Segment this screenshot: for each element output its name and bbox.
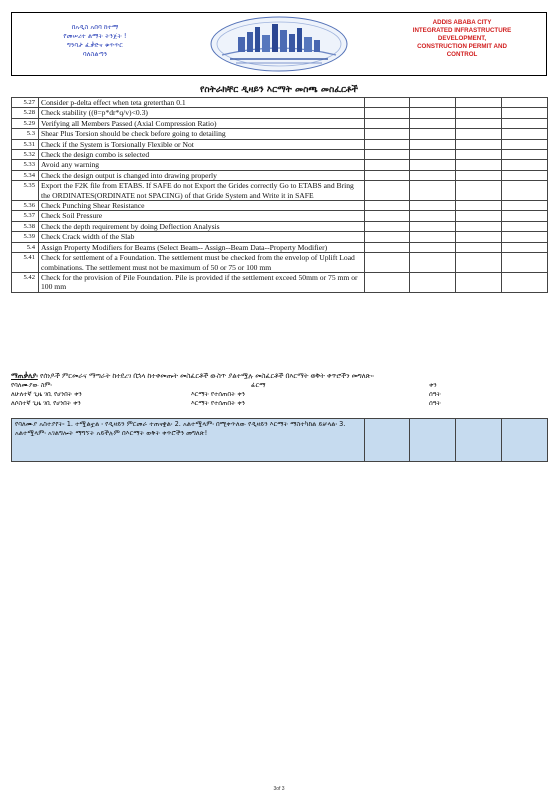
checklist-row	[12, 211, 548, 221]
header-amharic-authority	[30, 23, 160, 59]
item-description: Check stability ((θ=p*dr*q/v)<0.3)	[39, 108, 365, 118]
checklist-row	[12, 160, 548, 170]
check-cell[interactable]	[456, 129, 502, 139]
check-cell[interactable]	[410, 108, 456, 118]
check-cell[interactable]	[456, 98, 502, 108]
check-cell[interactable]	[502, 253, 548, 273]
item-description: Check Punching Shear Resistance	[39, 201, 365, 211]
item-number: 5.32	[12, 150, 39, 160]
header-left-line: ግንባታ ፈቃድና ቁጥጥር	[67, 41, 123, 49]
check-cell[interactable]	[456, 221, 502, 231]
checklist-row	[12, 232, 548, 242]
remarks-cell[interactable]	[410, 419, 456, 462]
signature-row	[11, 381, 547, 390]
check-cell[interactable]	[365, 201, 410, 211]
remarks-cell[interactable]	[365, 419, 410, 462]
check-cell[interactable]	[365, 150, 410, 160]
check-cell[interactable]	[410, 232, 456, 242]
check-cell[interactable]	[502, 232, 548, 242]
check-cell[interactable]	[410, 170, 456, 180]
item-description: Verifying all Members Passed (Axial Compression Ratio)	[39, 118, 365, 128]
item-description: Shear Plus Torsion should be check before going to detailing	[39, 129, 365, 139]
item-number: 5.27	[12, 98, 39, 108]
summary-label: ማጠቃለያ፡	[11, 372, 38, 380]
check-cell[interactable]	[410, 201, 456, 211]
header-english-authority	[388, 19, 536, 59]
item-number: 5.38	[12, 221, 39, 231]
checklist-row	[12, 139, 548, 149]
item-number: 5.42	[12, 272, 39, 292]
expert-remarks-text: የባለሙያ አስተያየት፡ 1. ተሟልቷል ፡ የዲዛይን ምርመራ ተጠናቋል፡ 2. አልተሟላም፡ በሚቀጥለው የዲዛይን እርማት ማስተካከል ይቻላል፡ 3. አልተሟላም፡ አገልግሎት ማግኘት አይችሉም በእርማት ወቅት ቀጥሮችን መግለጽ!	[12, 419, 365, 462]
remarks-cell[interactable]	[456, 419, 502, 462]
check-cell[interactable]	[502, 98, 548, 108]
check-cell[interactable]	[410, 211, 456, 221]
check-cell[interactable]	[456, 170, 502, 180]
check-cell[interactable]	[502, 139, 548, 149]
summary-notes	[11, 372, 547, 408]
check-cell[interactable]	[365, 221, 410, 231]
item-description: Check for settlement of a Foundation. The settlement must be checked from the envelop of Uplift Load combinations. The settlement must not be maximum of 50 or 75 or 100 mm	[39, 253, 365, 273]
check-cell[interactable]	[365, 139, 410, 149]
check-cell[interactable]	[365, 253, 410, 273]
item-number: 5.33	[12, 160, 39, 170]
item-description: Check for the provision of Pile Foundation. Pile is provided if the settlement exceed 50mm or 75 mm or 100 mm	[39, 272, 365, 292]
correction-date-label: እርማት የተሰጠበት ቀን	[191, 389, 245, 398]
second-submission-date-label: ለሁለተኛ ጊዜ ገቢ የሆነበት ቀን	[11, 389, 82, 398]
item-description: Check if the System is Torsionally Flexible or Not	[39, 139, 365, 149]
check-cell[interactable]	[365, 108, 410, 118]
check-cell[interactable]	[410, 242, 456, 252]
check-cell[interactable]	[456, 139, 502, 149]
item-number: 5.29	[12, 118, 39, 128]
check-cell[interactable]	[502, 118, 548, 128]
item-description: Check the depth requirement by doing Deflection Analysis	[39, 221, 365, 231]
item-number: 5.37	[12, 211, 39, 221]
page-number: 3of 3	[273, 786, 285, 792]
item-number: 5.3	[12, 129, 39, 139]
checklist-row	[12, 98, 548, 108]
check-cell[interactable]	[502, 221, 548, 231]
check-cell[interactable]	[502, 160, 548, 170]
summary-text	[11, 372, 547, 381]
check-cell[interactable]	[365, 211, 410, 221]
second-submission-row	[11, 390, 547, 399]
expert-remarks-band	[11, 418, 548, 462]
check-cell[interactable]	[456, 242, 502, 252]
document-header	[11, 12, 547, 76]
item-number: 5.36	[12, 201, 39, 211]
check-cell[interactable]	[502, 129, 548, 139]
check-cell[interactable]	[456, 160, 502, 170]
header-right-line: CONTROL	[446, 51, 478, 58]
header-right-line: ADDIS ABABA CITY	[432, 19, 492, 26]
item-number: 5.28	[12, 108, 39, 118]
checklist-row	[12, 253, 548, 273]
item-description: Check the design combo is selected	[39, 150, 365, 160]
check-cell[interactable]	[365, 170, 410, 180]
expert-name-label: የባለሙያው ስም፡	[11, 380, 52, 389]
item-description: Check Soil Pressure	[39, 211, 365, 221]
date-label: ቀን	[429, 380, 437, 389]
check-cell[interactable]	[365, 118, 410, 128]
checklist-row	[12, 129, 548, 139]
check-cell[interactable]	[502, 201, 548, 211]
header-right-line: INTEGRATED INFRASTRUCTURE	[412, 27, 512, 34]
item-number: 5.35	[12, 181, 39, 201]
check-cell[interactable]	[410, 98, 456, 108]
header-right-line: CONSTRUCTION PERMIT AND	[417, 43, 507, 50]
time-label: ሰዓት	[429, 398, 441, 407]
check-cell[interactable]	[410, 129, 456, 139]
header-left-line: የመሠረተ ልማት ትንጀት !	[63, 32, 127, 40]
header-right-line: DEVELOPMENT,	[437, 35, 487, 42]
check-cell[interactable]	[502, 108, 548, 118]
item-number: 5.4	[12, 242, 39, 252]
check-cell[interactable]	[502, 170, 548, 180]
checklist-row	[12, 108, 548, 118]
third-submission-row	[11, 399, 547, 408]
item-description: Avoid any warning	[39, 160, 365, 170]
check-cell[interactable]	[410, 139, 456, 149]
check-cell[interactable]	[456, 181, 502, 201]
check-cell[interactable]	[410, 221, 456, 231]
check-cell[interactable]	[365, 181, 410, 201]
signature-label: ፊርማ	[251, 380, 266, 389]
third-submission-date-label: ለሶስተኛ ጊዜ ገቢ የሆነበት ቀን	[11, 398, 81, 407]
check-cell[interactable]	[502, 150, 548, 160]
check-cell[interactable]	[410, 272, 456, 292]
checklist-table	[11, 97, 548, 293]
check-cell[interactable]	[456, 108, 502, 118]
check-cell[interactable]	[365, 160, 410, 170]
checklist-row	[12, 118, 548, 128]
checklist-row	[12, 201, 548, 211]
time-label: ሰዓት	[429, 389, 441, 398]
check-cell[interactable]	[456, 232, 502, 242]
item-description: Check the design output is changed into drawing properly	[39, 170, 365, 180]
item-description: Export the F2K file from ETABS. If SAFE do not Export the Grides correctly Go to ETABS and Bring the ORDINATES(ORDINATE not SPACING) of that Gride System and Write it in SAFE	[39, 181, 365, 201]
check-cell[interactable]	[410, 181, 456, 201]
check-cell[interactable]	[502, 242, 548, 252]
check-cell[interactable]	[456, 118, 502, 128]
check-cell[interactable]	[456, 150, 502, 160]
check-cell[interactable]	[365, 272, 410, 292]
check-cell[interactable]	[456, 201, 502, 211]
city-skyline-logo-icon	[208, 15, 350, 73]
checklist-row	[12, 272, 548, 292]
check-cell[interactable]	[410, 118, 456, 128]
check-cell[interactable]	[365, 242, 410, 252]
item-description: Check Crack width of the Slab	[39, 232, 365, 242]
check-cell[interactable]	[502, 211, 548, 221]
checklist-row	[12, 221, 548, 231]
check-cell[interactable]	[456, 253, 502, 273]
check-cell[interactable]	[410, 150, 456, 160]
check-cell[interactable]	[502, 272, 548, 292]
summary-body: የሰነዶች ምርመራና ማጣራት ከተደረገ በኋላ ከተቀመጡት መስፈርቶች ውስጥ ያልተሟሉ መስፈርቶች በእርማት ወቅት ቀጥሮችን መግለጽ፡፡	[40, 372, 374, 380]
check-cell[interactable]	[410, 160, 456, 170]
item-description: Consider p-delta effect when teta greterthan 0.1	[39, 98, 365, 108]
checklist-row	[12, 181, 548, 201]
checklist-row	[12, 170, 548, 180]
header-left-line: ባለስልጣን	[82, 50, 108, 58]
check-cell[interactable]	[410, 253, 456, 273]
check-cell[interactable]	[365, 98, 410, 108]
check-cell[interactable]	[365, 129, 410, 139]
check-cell[interactable]	[456, 211, 502, 221]
item-description: Assign Property Modifiers for Beams (Select Beam-- Assign--Beam Data--Property Modifier)	[39, 242, 365, 252]
checklist-row	[12, 150, 548, 160]
page-title: የስትራክቸር ዲዛይን እርማት መስጫ መስፈርቶች	[200, 85, 358, 95]
item-number: 5.39	[12, 232, 39, 242]
item-number: 5.34	[12, 170, 39, 180]
check-cell[interactable]	[365, 232, 410, 242]
checklist-row	[12, 242, 548, 252]
check-cell[interactable]	[456, 272, 502, 292]
item-number: 5.31	[12, 139, 39, 149]
remarks-cell[interactable]	[502, 419, 548, 462]
check-cell[interactable]	[502, 181, 548, 201]
correction-date-label: እርማት የተሰጠበት ቀን	[191, 398, 245, 407]
item-number: 5.41	[12, 253, 39, 273]
header-left-line: በአዲስ አበባ ከተማ	[71, 23, 119, 31]
